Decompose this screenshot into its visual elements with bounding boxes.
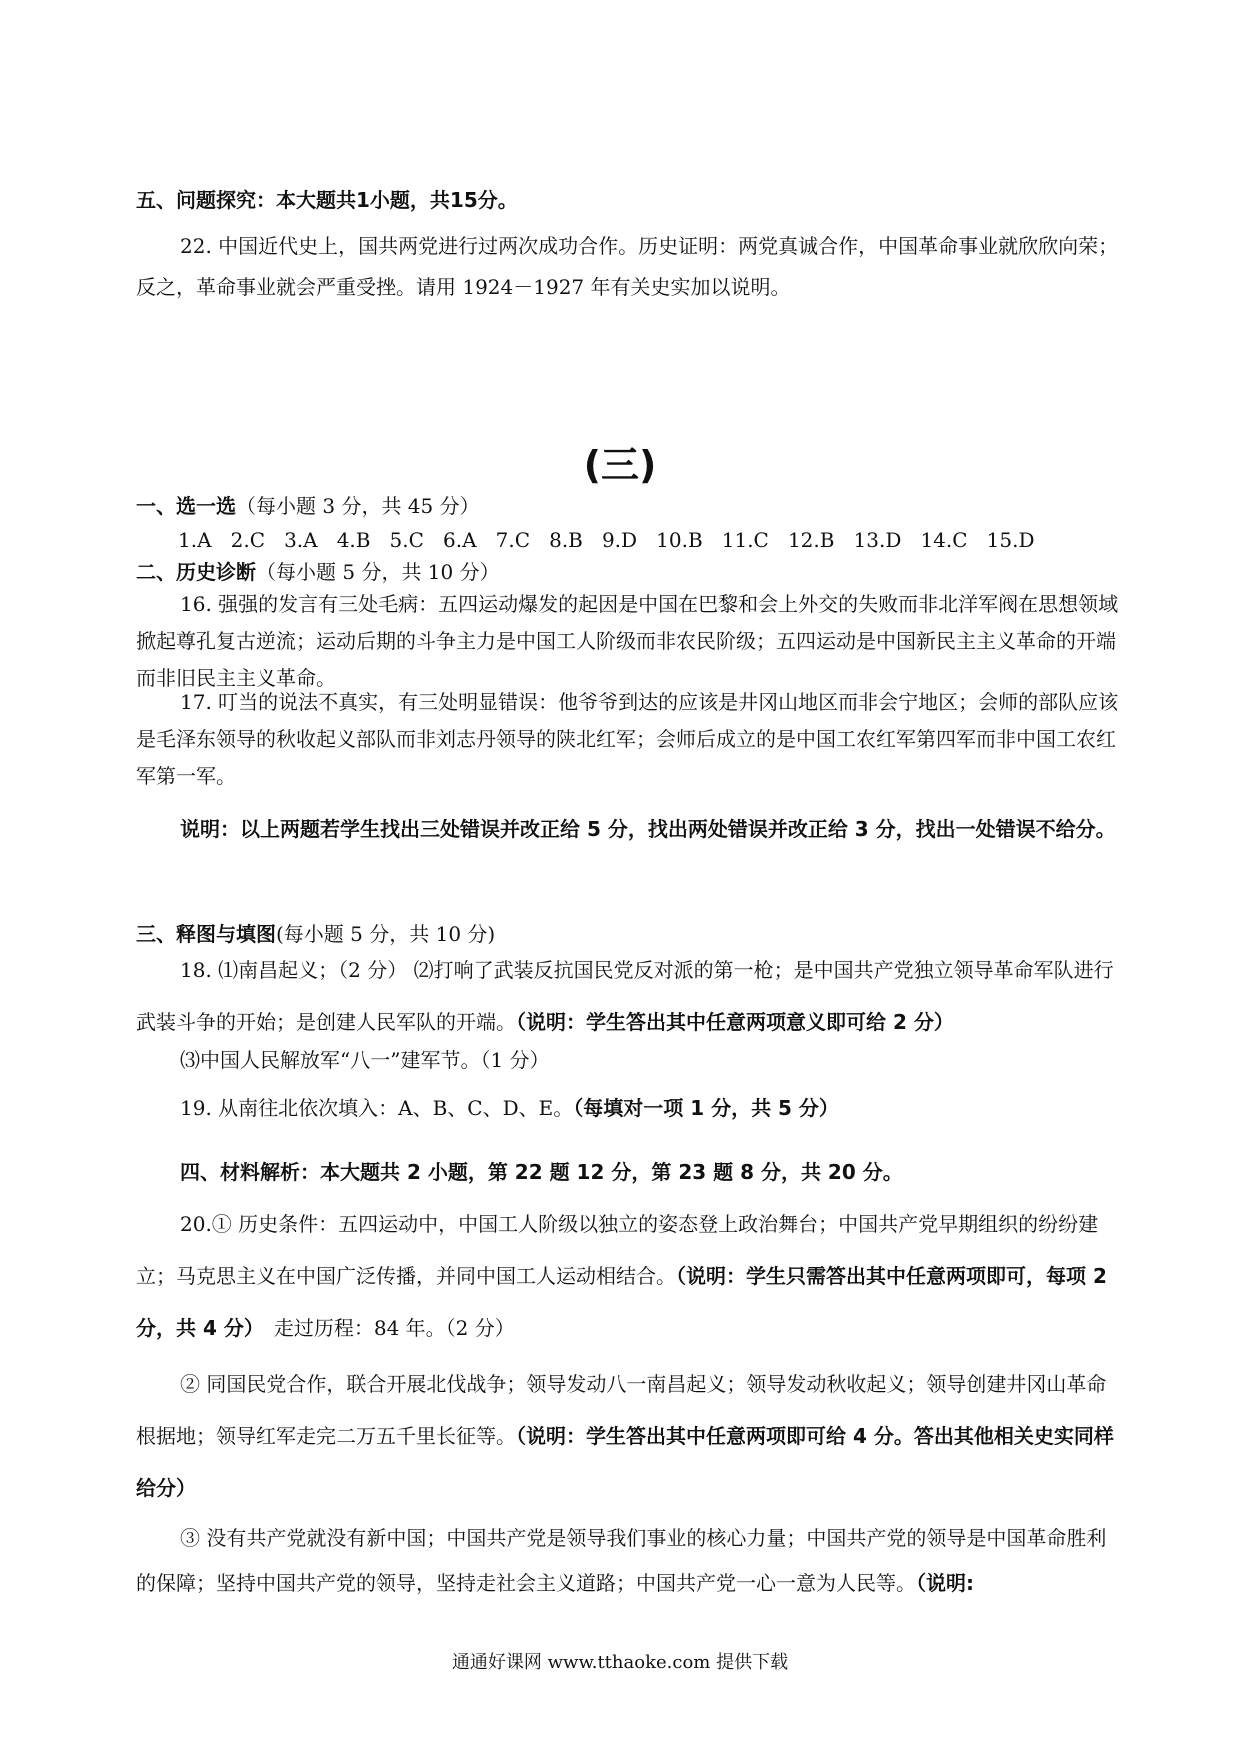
section-4-heading: 四、材料解析：本大题共 2 小题，第 22 题 12 分，第 23 题 8 分，共 20 分。 <box>180 1160 903 1184</box>
answer-16: 16. 强强的发言有三处毛病：五四运动爆发的起因是中国在巴黎和会上外交的失败而非北洋军阀在思想领域掀起尊孔复古逆流；运动后期的斗争主力是中国工人阶级而非农民阶级；五四运动是中国新民主主义革命的开端而非旧民主主义革命。 <box>136 592 1119 690</box>
answer-item: 3.A <box>284 528 318 552</box>
answer-item: 10.B <box>656 528 703 552</box>
answer-item: 15.D <box>986 528 1035 552</box>
section-2-note: 说明：以上两题若学生找出三处错误并改正给 5 分，找出两处错误并改正给 3 分，找出一处错误不给分。 <box>180 817 1116 841</box>
answer-item: 7.C <box>495 528 531 552</box>
answer-20-2: ② 同国民党合作，联合开展北伐战争；领导发动八一南昌起义；领导发动秋收起义；领导创建井冈山革命根据地；领导红军走完二万五千里长征等。（说明：学生答出其中任意两项即可给 4 分。答出其他相关史实同样给分） <box>136 1372 1114 1500</box>
answer-20-1: 20.① 历史条件：五四运动中，中国工人阶级以独立的姿态登上政治舞台；中国共产党早期组织的纷纷建立；马克思主义在中国广泛传播，并同中国工人运动相结合。（说明：学生只需答出其中任意两项即可，每项 2 分，共 4 分） 走过历程：84 年。（2 分） <box>136 1212 1107 1340</box>
answer-item: 1.A <box>178 528 212 552</box>
answer-20-3: ③ 没有共产党就没有新中国；中国共产党是领导我们事业的核心力量；中国共产党的领导是中国革命胜利的保障；坚持中国共产党的领导，坚持走社会主义道路；中国共产党一心一意为人民等。（说明: <box>136 1526 1107 1595</box>
answer-item: 13.D <box>853 528 902 552</box>
answer-item: 11.C <box>721 528 769 552</box>
answer-19: 19. 从南往北依次填入：A、B、C、D、E。（每填对一项 1 分，共 5 分） <box>180 1096 839 1120</box>
answer-item: 2.C <box>230 528 265 552</box>
answer-18-3: ⑶中国人民解放军“八一”建军节。（1 分） <box>180 1048 550 1072</box>
part-title: (三) <box>583 443 657 487</box>
answer-item: 4.B <box>336 528 371 552</box>
answer-item: 5.C <box>389 528 424 552</box>
footer-credit: 通通好课网 www.tthaoke.com 提供下载 <box>451 1652 789 1673</box>
section-5-heading: 五、问题探究：本大题共1小题，共15分。 <box>136 188 518 212</box>
answer-item: 6.A <box>443 528 477 552</box>
section-1-heading: 一、选一选（每小题 3 分，共 45 分） <box>136 494 480 518</box>
answer-item: 14.C <box>920 528 968 552</box>
answer-item: 12.B <box>787 528 835 552</box>
question-22: 22. 中国近代史上，国共两党进行过两次成功合作。历史证明：两党真诚合作，中国革命事业就欣欣向荣；反之，革命事业就会严重受挫。请用 1924－1927 年有关史实加以说明。 <box>136 234 1119 299</box>
answer-item: 8.B <box>549 528 583 552</box>
section-3-heading: 三、释图与填图(每小题 5 分，共 10 分) <box>136 922 496 946</box>
answer-18: 18. ⑴南昌起义；（2 分） ⑵打响了武装反抗国民党反对派的第一枪；是中国共产党独立领导革命军队进行武装斗争的开始；是创建人民军队的开端。（说明：学生答出其中任意两项意义即可给 2 分） <box>136 958 1114 1034</box>
answer-17: 17. 叮当的说法不真实，有三处明显错误：他爷爷到达的应该是井冈山地区而非会宁地区；会师的部队应该是毛泽东领导的秋收起义部队而非刘志丹领导的陕北红军；会师后成立的是中国工农红军第四军而非中国工农红军第一军。 <box>136 690 1119 788</box>
answer-item: 9.D <box>601 528 638 552</box>
section-2-heading: 二、历史诊断（每小题 5 分，共 10 分） <box>136 560 500 584</box>
